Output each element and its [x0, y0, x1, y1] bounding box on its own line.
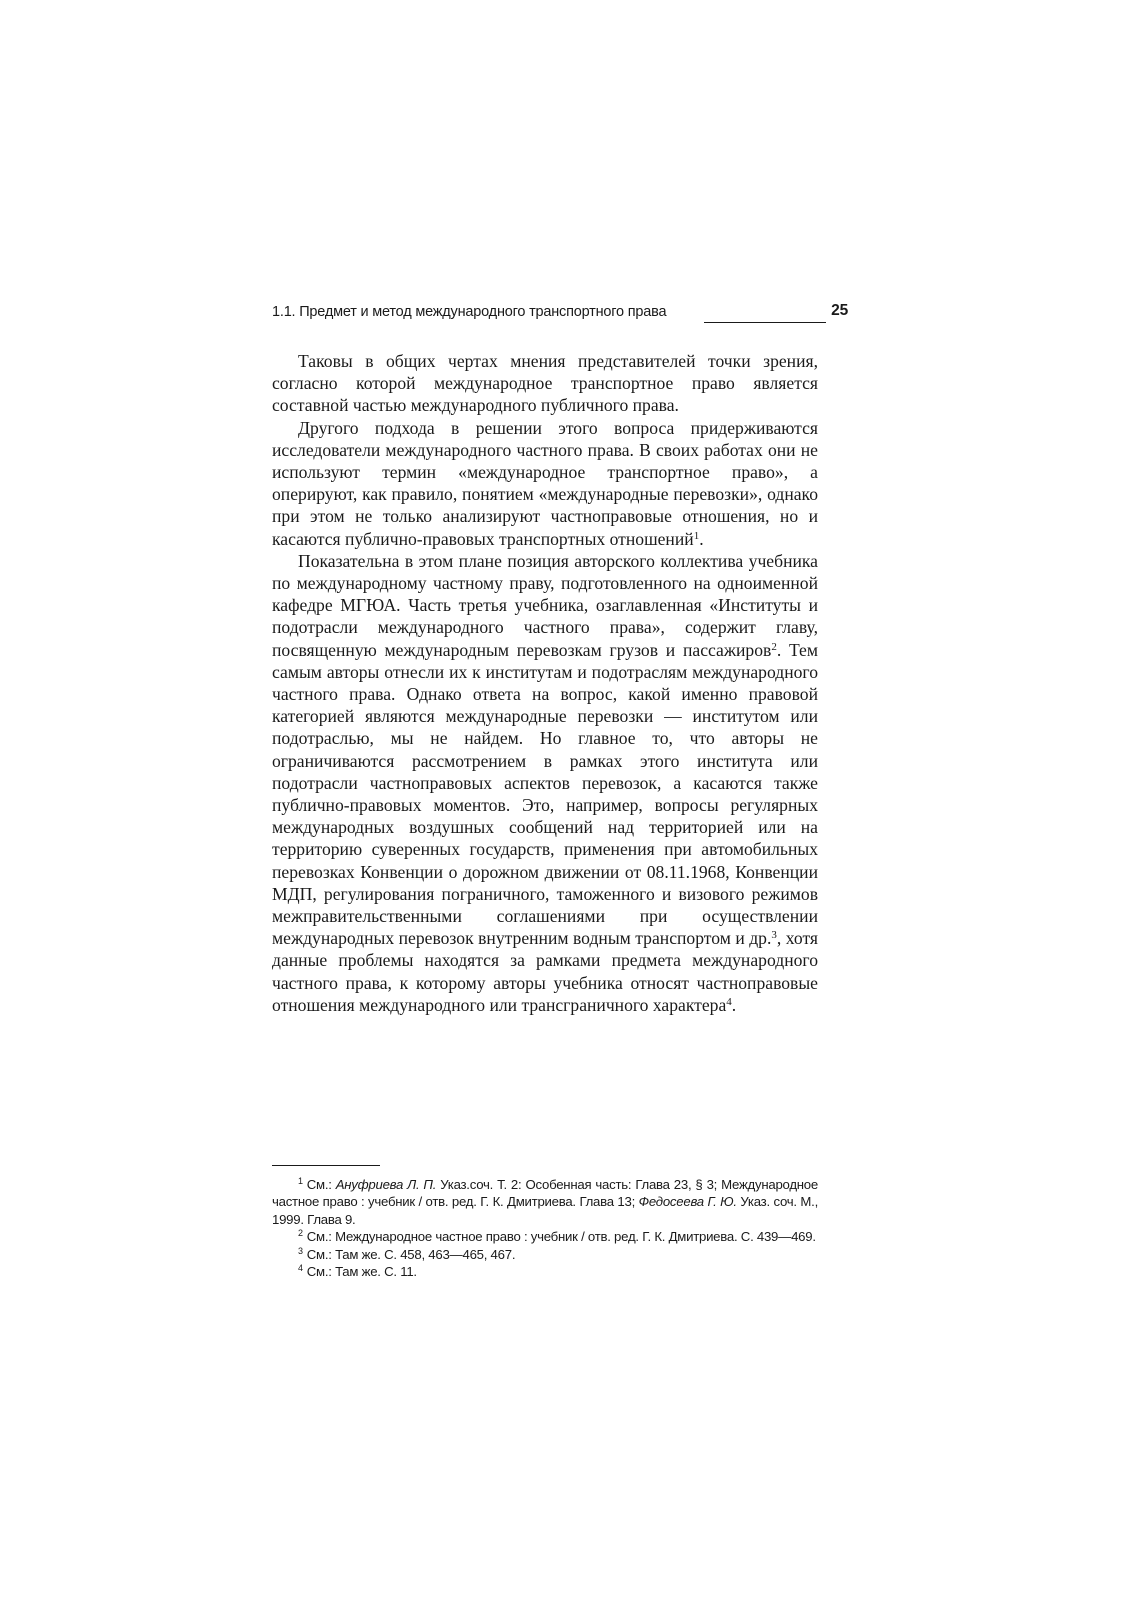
paragraph-1 [272, 350, 818, 417]
footnote-ref-3[interactable]: 3 [771, 929, 777, 942]
paragraph-3 [272, 550, 818, 1016]
paragraph-3-text-c: , хотя данные проблемы находятся за рамками предмета международного частного права, к которому авторы учебника относят частноправовые отношения международного или трансграничного характера [272, 928, 818, 1015]
paragraph-1-text: Таковы в общих чертах мнения представителей точки зрения, согласно которой международное транспортное право является составной частью международного публичного права. [272, 351, 818, 416]
paragraph-2 [272, 417, 818, 550]
footnote-4 [272, 1263, 818, 1280]
footnote-1 [272, 1176, 818, 1228]
paragraph-3-text-a: Показательна в этом плане позиция авторского коллектива учебника по международному частному праву, подготовленного на одноименной кафедре МГЮА. Часть третья учебника, озаглавленная «Институты и подотрасли международного частного права», содержит главу, посвященную международным перевозкам грузов и пассажиров [272, 550, 818, 660]
footnotes [272, 1176, 818, 1280]
footnote-text: Указ. соч. М., 1999. Глава 9. [272, 1194, 818, 1227]
paragraph-3-text-b: . Тем самым авторы отнесли их к институтам и подотраслям международного частного права. Однако ответа на вопрос, какой именно правовой категорией являются международные перевозки — институтом или подотраслью, мы не найдем. Но главное то, что авторы не ограничиваются рассмотрением в рамках этого института или подотрасли частноправовых аспектов перевозок, а касаются также публично-правовых моментов. Это, например, вопросы регулярных международных воздушных сообщений над территорией или на территорию суверенных государств, применения при автомобильных перевозках Конвенции о дорожном движении от 08.11.1968, Конвенции МДП, регулирования пограничного, таможенного и визового режимов межправительственными соглашениями при осуществлении международных перевозок внутренним водным транспортом и др. [272, 639, 818, 949]
main-text [272, 350, 818, 1016]
footnote-text: См.: Там же. С. 11. [306, 1264, 417, 1280]
footnote-text: Указ.соч. Т. 2: Особенная часть: Глава 23, § 3; Международное частное право : учебник / отв. ред. Г. К. Дмитриева. Глава 13; [272, 1177, 818, 1210]
header-rule [704, 322, 826, 323]
page-number: 25 [831, 302, 848, 319]
footnote-text: См.: Международное частное право : учебник / отв. ред. Г. К. Дмитриева. С. 439—469. [306, 1229, 816, 1245]
footnote-separator [272, 1165, 380, 1166]
footnote-text: См.: [306, 1177, 336, 1192]
footnote-ref-2[interactable]: 2 [771, 640, 777, 653]
footnote-ref-1[interactable]: 1 [693, 529, 700, 542]
paragraph-2-text: Другого подхода в решении этого вопроса придерживаются исследователи международного частного права. В своих работах они не используют термин «международное транспортное право», а оперируют, как правило, понятием «международные перевозки», однако при этом не только анализируют частноправовые отношения, но и касаются публично-правовых транспортных отношений [272, 417, 818, 549]
footnote-2 [272, 1228, 818, 1245]
footnote-number: 1 [298, 1176, 303, 1186]
footnote-author: Федосеева Г. Ю. [638, 1194, 737, 1210]
running-title: 1.1. Предмет и метод международного транспортного права [272, 304, 667, 320]
footnote-number: 3 [298, 1245, 303, 1256]
footnote-3 [272, 1246, 818, 1263]
footnote-ref-4[interactable]: 4 [726, 995, 732, 1008]
footnote-text: См.: Там же. С. 458, 463—465, 467. [306, 1246, 516, 1262]
paragraph-3-end: . [731, 994, 737, 1015]
running-header [272, 302, 852, 326]
footnote-number: 2 [298, 1228, 303, 1239]
footnote-author: Ануфриева Л. П. [335, 1177, 437, 1192]
paragraph-2-end: . [699, 528, 704, 549]
footnote-number: 4 [298, 1263, 303, 1274]
